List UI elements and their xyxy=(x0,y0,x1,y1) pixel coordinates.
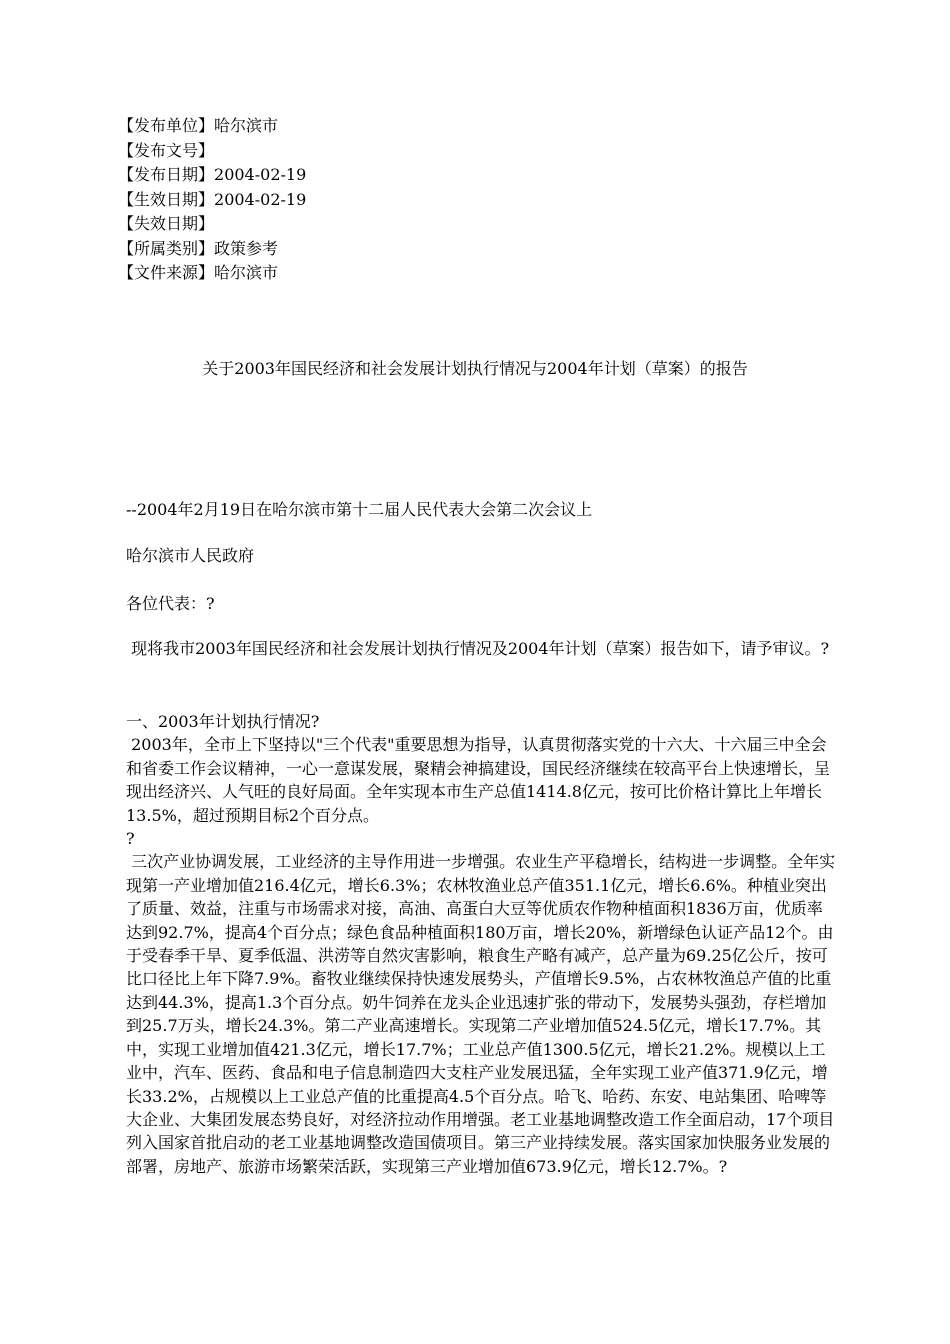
meta-label: 【发布单位】 xyxy=(118,116,215,135)
meta-value: 哈尔滨市 xyxy=(214,116,279,135)
meta-value: 哈尔滨市 xyxy=(214,263,279,282)
meta-label: 【发布日期】 xyxy=(118,165,215,184)
meta-row-source xyxy=(118,261,306,286)
document-subtitle: --2004年2月19日在哈尔滨市第十二届人民代表大会第二次会议上 xyxy=(126,500,593,519)
paragraph-separator: ? xyxy=(126,829,135,849)
meta-label: 【文件来源】 xyxy=(118,263,215,282)
meta-label: 【所属类别】 xyxy=(118,238,215,258)
report-body xyxy=(126,710,838,1178)
paragraph-overview: 2003年，全市上下坚持以"三个代表"重要思想为指导，认真贯彻落实党的十六大、十六届三中全会和省委工作会议精神，一心一意谋发展，聚精会神搞建设，国民经济继续在较高平台上快速增长，呈现出经济兴、人气旺的良好局面。全年实现本市生产总值1414.8亿元，按可比价格计算比上年增长13.5%，超过预期目标2个百分点。 xyxy=(126,735,831,825)
issuer-line: 哈尔滨市人民政府 xyxy=(126,546,255,565)
salutation: 各位代表：? xyxy=(126,594,215,613)
meta-row-effective-date xyxy=(118,188,306,213)
paragraph-industries: 三次产业协调发展，工业经济的主导作用进一步增强。农业生产平稳增长，结构进一步调整。全年实现第一产业增加值216.4亿元，增长6.3%；农林牧渔业总产值351.1亿元，增长6.6%。种植业突出了质量、效益，注重与市场需求对接，高油、高蛋白大豆等优质农作物种植面积1836万亩，优质率达到92.7%，提高4个百分点；绿色食品种植面积180万亩，增长20%，新增绿色认证产品12个。由于受春季干旱、夏季低温、洪涝等自然灾害影响，粮食生产略有减产，总产量为69.25亿公斤，按可比口径比上年下降7.9%。畜牧业继续保持快速发展势头，产值增长9.5%，占农林牧渔总产值的比重达到44.3%，提高1.3个百分点。奶牛饲养在龙头企业迅速扩张的带动下，发展势头强劲，存栏增加到25.7万头，增长24.3%。第二产业高速增长。实现第二产业增加值524.5亿元，增长17.7%。其中，实现工业增加值421.3亿元，增长17.7%；工业总产值1300.5亿元，增长21.2%。规模以上工业中，汽车、医药、食品和电子信息制造四大支柱产业发展迅猛，全年实现工业产值371.9亿元，增长33.2%，占规模以上工业总产值的比重提高4.5个百分点。哈飞、哈药、东安、电站集团、哈啤等大企业、大集团发展态势良好，对经济拉动作用增强。老工业基地调整改造工作全面启动，17个项目列入国家首批启动的老工业基地调整改造国债项目。第三产业持续发展。落实国家加快服务业发展的部署，房地产、旅游市场繁荣活跃，实现第三产业增加值673.9亿元，增长12.7%。? xyxy=(126,852,836,1176)
meta-value: 2004-02-19 xyxy=(214,189,307,209)
meta-row-expiry-date xyxy=(118,212,306,237)
meta-row-doc-number xyxy=(118,139,306,164)
document-title: 关于2003年国民经济和社会发展计划执行情况与2004年计划（草案）的报告 xyxy=(202,359,748,378)
section-heading: 一、2003年计划执行情况? xyxy=(126,712,320,731)
intro-paragraph: 现将我市2003年国民经济和社会发展计划执行情况及2004年计划（草案）报告如下，请予审议。? xyxy=(126,639,830,658)
meta-value: 政策参考 xyxy=(214,238,279,258)
document-metadata xyxy=(118,114,306,286)
meta-row-publish-date xyxy=(118,163,306,188)
meta-label: 【发布文号】 xyxy=(118,140,215,160)
meta-label: 【失效日期】 xyxy=(118,214,215,233)
meta-row-issuer xyxy=(118,114,306,139)
meta-row-category xyxy=(118,237,306,262)
meta-value: 2004-02-19 xyxy=(214,165,307,184)
meta-label: 【生效日期】 xyxy=(118,189,215,209)
